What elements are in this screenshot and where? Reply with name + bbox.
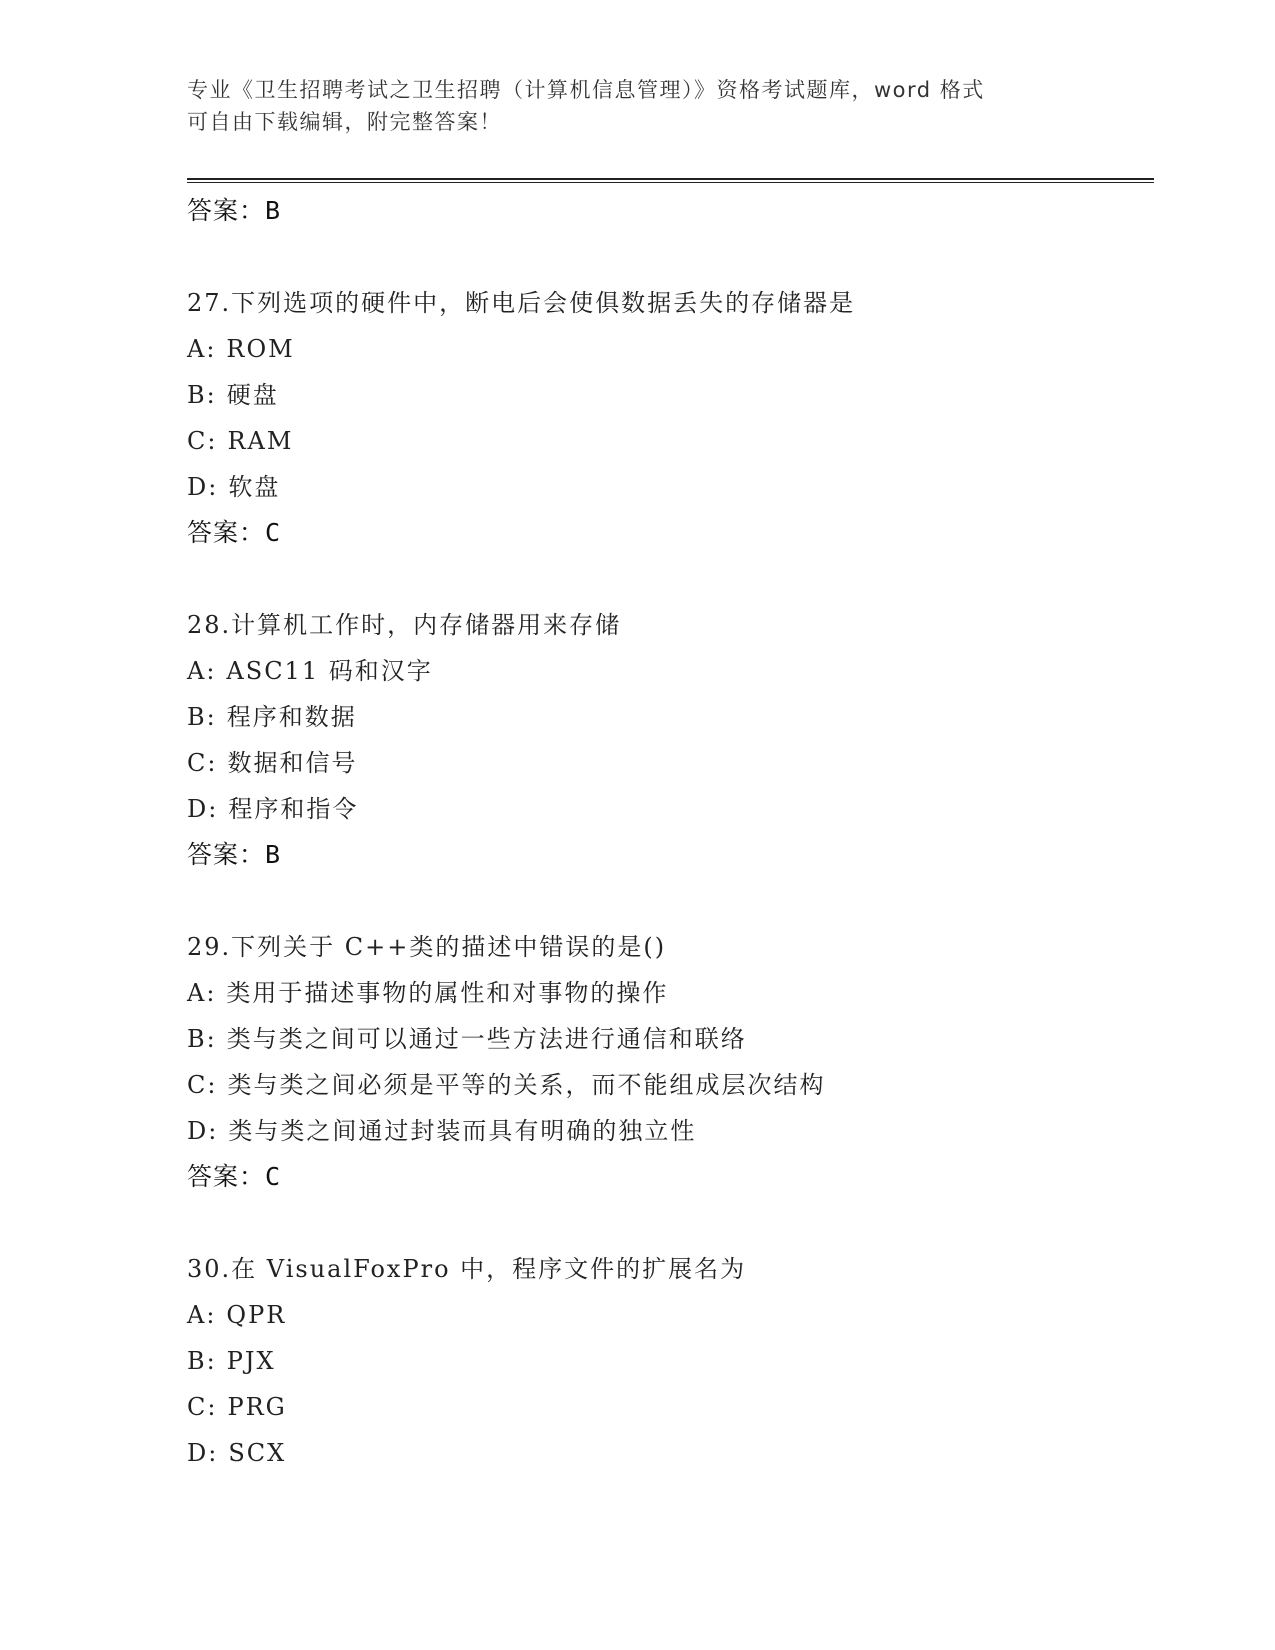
option-key: D: xyxy=(187,1439,219,1467)
header-divider-thin xyxy=(187,182,1154,183)
option-text: 类与类之间必须是平等的关系，而不能组成层次结构 xyxy=(227,1071,826,1099)
option-text: QPR xyxy=(226,1301,287,1329)
option-d xyxy=(187,464,1147,510)
option-text: PJX xyxy=(226,1347,276,1375)
option-text: ROM xyxy=(226,335,295,363)
header-line-1: 专业《卫生招聘考试之卫生招聘（计算机信息管理）》资格考试题库，word 格式 xyxy=(187,78,985,102)
option-key: D: xyxy=(187,1117,219,1145)
answer-line: 答案：B xyxy=(187,840,282,869)
option-key: C: xyxy=(187,749,218,777)
option-key: A: xyxy=(187,1301,217,1329)
option-key: B: xyxy=(187,703,217,731)
option-key: A: xyxy=(187,657,217,685)
question-27 xyxy=(187,280,1147,556)
option-b xyxy=(187,1338,1147,1384)
question-stem: 30.在 VisualFoxPro 中，程序文件的扩展名为 xyxy=(187,1255,747,1283)
option-b xyxy=(187,1016,1147,1062)
option-b xyxy=(187,694,1147,740)
answer-line: 答案：C xyxy=(187,518,282,547)
option-text: RAM xyxy=(227,427,294,455)
option-c xyxy=(187,740,1147,786)
question-30 xyxy=(187,1246,1147,1476)
option-a xyxy=(187,326,1147,372)
option-text: ASC11 码和汉字 xyxy=(226,657,433,685)
header-line-2: 可自由下载编辑，附完整答案！ xyxy=(187,110,502,134)
option-key: C: xyxy=(187,1071,218,1099)
option-text: PRG xyxy=(227,1393,287,1421)
option-text: 类与类之间可以通过一些方法进行通信和联络 xyxy=(226,1025,747,1053)
option-key: C: xyxy=(187,1393,218,1421)
option-key: C: xyxy=(187,427,218,455)
question-list xyxy=(187,188,1147,1476)
option-d xyxy=(187,1430,1147,1476)
option-d xyxy=(187,1108,1147,1154)
option-c xyxy=(187,1384,1147,1430)
option-a xyxy=(187,970,1147,1016)
option-key: D: xyxy=(187,473,219,501)
option-b xyxy=(187,372,1147,418)
option-text: 类与类之间通过封装而具有明确的独立性 xyxy=(228,1117,697,1145)
option-key: B: xyxy=(187,381,217,409)
option-text: 硬盘 xyxy=(226,381,279,409)
option-key: B: xyxy=(187,1025,217,1053)
option-key: B: xyxy=(187,1347,217,1375)
answer-line: 答案：C xyxy=(187,1162,282,1191)
option-key: A: xyxy=(187,979,217,1007)
document-header xyxy=(187,74,1087,138)
option-text: 程序和指令 xyxy=(228,795,359,823)
option-d xyxy=(187,786,1147,832)
option-key: D: xyxy=(187,795,219,823)
option-a xyxy=(187,648,1147,694)
question-stem: 27.下列选项的硬件中，断电后会使俱数据丢失的存储器是 xyxy=(187,289,856,317)
option-key: A: xyxy=(187,335,217,363)
question-stem: 28.计算机工作时，内存储器用来存储 xyxy=(187,611,622,639)
option-text: 程序和数据 xyxy=(226,703,357,731)
option-text: 数据和信号 xyxy=(227,749,358,777)
option-text: 类用于描述事物的属性和对事物的操作 xyxy=(226,979,669,1007)
option-c xyxy=(187,1062,1147,1108)
option-text: 软盘 xyxy=(228,473,281,501)
question-29 xyxy=(187,924,1147,1200)
option-a xyxy=(187,1292,1147,1338)
option-c xyxy=(187,418,1147,464)
header-divider xyxy=(187,178,1154,180)
question-stem: 29.下列关于 C++类的描述中错误的是() xyxy=(187,933,667,961)
answer-line: 答案：B xyxy=(187,196,282,225)
option-text: SCX xyxy=(228,1439,287,1467)
question-28 xyxy=(187,602,1147,878)
